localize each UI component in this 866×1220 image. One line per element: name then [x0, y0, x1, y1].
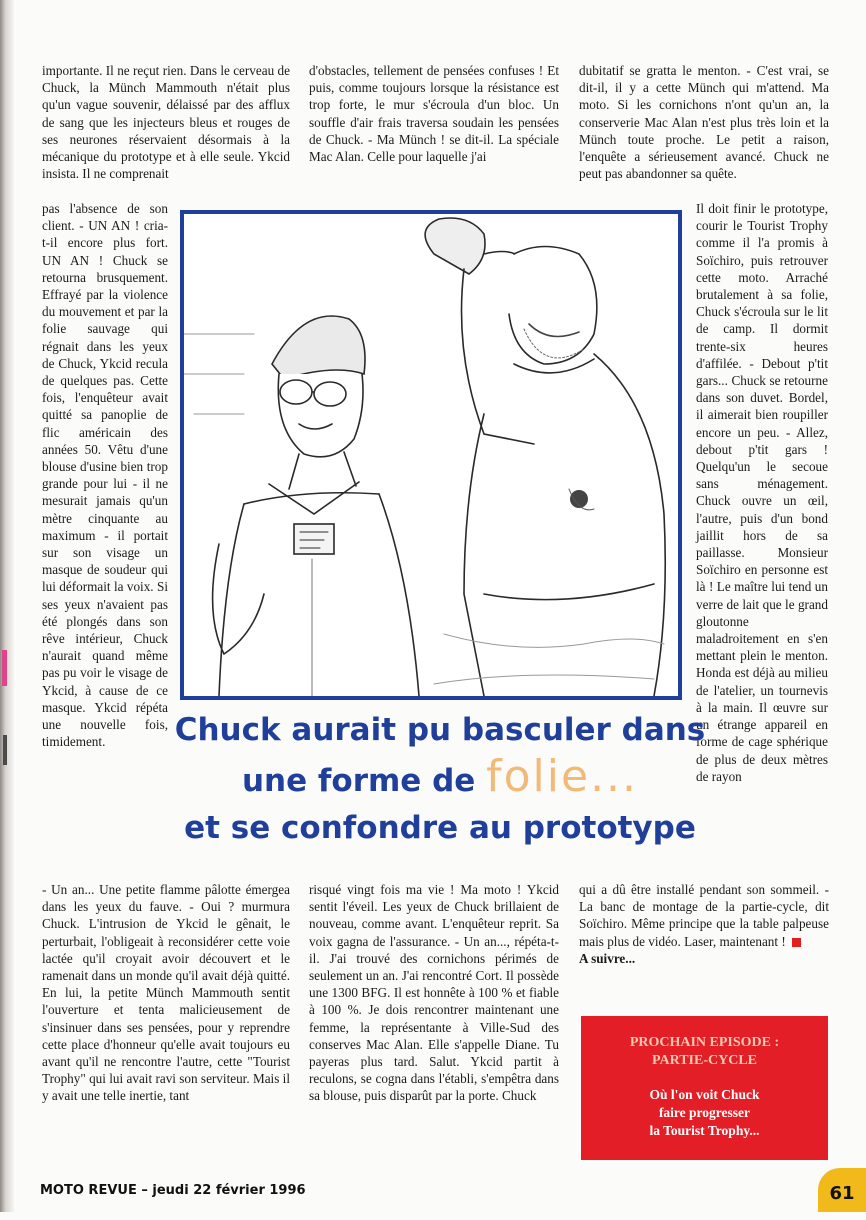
next-episode-heading-line: PARTIE-CYCLE	[651, 1053, 758, 1068]
paragraph: importante. Il ne reçut rien. Dans le cerveau de Chuck, la Münch Mammouth n'était plus qu'un vague souvenir, délaissé par des afflux de sang que les injecteurs bleus et rouges de ses neurones réservaient désormais à la mécanique du prototype et à elle seule. Ykcid insista. Il ne comprenait	[42, 63, 290, 182]
next-episode-body	[581, 1086, 828, 1140]
paragraph: - Un an... Une petite flamme pâlotte émergea dans les yeux du fauve. - Oui ? murmura Chuck. L'intrusion de Ykcid le gênait, le perturbait, l'obligeait à reconsidérer cette voie lactée qu'il croyait avoir découvert et le ramenait dans un monde qu'il avait déjà quitté. En lui, la petite Münch Mammouth sentit l'ouverture et tenta malicieusement de s'insinuer dans ses pensées, pour y reprendre cette place d'honneur qu'elle avait toujours eu avant qu'il ne rencontre l'autre, cette "Tourist Trophy" qui lui avait ravi son serviteur. Mais il y avait une telle inertie, tant	[42, 882, 290, 1104]
paragraph: dubitatif se gratta le menton. - C'est vrai, se dit-il, il y a cette Münch qui m'attend. Ma moto. Si les cornichons n'ont qu'un an, la conserverie Mac Alan n'est plus très loin et la Münch toute proche. Le petit a raison, l'enquête a sérieusement avancé. Chuck ne peut pas abandonner sa quête.	[579, 63, 829, 182]
paragraph	[579, 881, 829, 950]
column-1-top	[42, 62, 290, 182]
next-episode-body-line: la Tourist Trophy...	[649, 1123, 760, 1138]
paragraph-text: qui a dû être installé pendant son sommeil. - La banc de montage de la partie-cycle, dit Soïchiro. Même principe que la table palpeuse mais plus de vidéo. Laser, maintenant !	[579, 882, 829, 949]
column-1-bottom	[42, 881, 290, 1105]
column-3-side	[696, 200, 828, 785]
illustration	[180, 210, 682, 700]
next-episode-heading	[581, 1034, 828, 1070]
issue-date: – jeudi 22 février 1996	[141, 1183, 306, 1198]
page-footer	[40, 1183, 306, 1198]
column-2-top	[309, 62, 559, 165]
column-3-bottom	[579, 881, 829, 967]
to-be-continued: A suivre...	[579, 950, 636, 966]
magazine-name: MOTO REVUE	[40, 1183, 137, 1198]
page-number: 61	[818, 1168, 866, 1212]
illustration-drawing	[184, 214, 678, 696]
next-episode-body-line: faire progresser	[658, 1105, 751, 1120]
pull-quote	[160, 708, 720, 850]
edge-mark	[3, 735, 7, 765]
next-episode-body-line: Où l'on voit Chuck	[649, 1087, 760, 1102]
pull-quote-line-3: et se confondre au prototype	[184, 810, 696, 846]
pull-quote-line-2	[160, 752, 720, 806]
paragraph: pas l'absence de son client. - UN AN ! cria-t-il encore plus fort. UN AN ! Chuck se retourna brusquement. Effrayé par la violence du mouvement et par la folie sauvage qui régnait dans les yeux de Chuck, Ykcid recula de quelques pas. Cette fois, l'enquêteur avait quitté sa panoplie de flic américain des années 50. Vêtu d'une blouse d'usine bien trop grande pour lui - il ne mesurait jamais qu'un mètre cinquante au maximum - il portait sur son visage un masque de soudeur qui lui déformait la voix. Si ses yeux n'avaient pas été plongés dans son rêve intérieur, Chuck n'aurait quand même pas pu voir le visage de Ykcid, à cause de ce masque. Ykcid répéta une nouvelle fois, timidement.	[42, 201, 168, 750]
pull-quote-emphasis: folie...	[486, 751, 639, 802]
page-edge	[0, 0, 14, 1212]
pull-quote-line-2-text: une forme de	[241, 763, 476, 799]
end-mark-icon	[792, 938, 801, 947]
next-episode-heading-line: PROCHAIN EPISODE :	[629, 1035, 780, 1050]
column-2-bottom	[309, 881, 559, 1105]
next-episode-box	[581, 1016, 828, 1160]
paragraph: risqué vingt fois ma vie ! Ma moto ! Ykcid sentit l'éveil. Les yeux de Chuck brillaient de nouveau, comme avant. L'enquêteur reprit. Sa voix gagna de l'assurance. - Un an..., répéta-t-il. J'ai trouvé des cornichons périmés de seulement un an. J'ai rencontré Cort. Il possède une 1300 BFG. Il est honnête à 100 % et fiable à 100 %. Je dois rencontrer maintenant une femme, la représentante à Ville-Sud des conserves Mac Alan. Elle s'appelle Diane. Tu payeras plus tard. Salut. Ykcid partit à reculons, se cogna dans l'établi, s'empêtra dans sa blouse, puis disparût par la porte. Chuck	[309, 882, 559, 1104]
column-3-top	[579, 62, 829, 182]
paragraph: Il doit finir le prototype, courir le Tourist Trophy comme il l'a promis à Soïchiro, puis retrouver cette moto. Arraché brutalement à sa folie, Chuck s'écroula sur le lit de camp. Il dormit trente-six heures d'affilée. - Debout p'tit gars... Chuck se retourne dans son duvet. Bordel, il aimerait bien roupiller encore un peu. - Allez, debout p'tit gars ! Quelqu'un le secoue sans ménagement. Chuck ouvre un œil, l'autre, puis d'un bond jaillit hors de sa paillasse. Monsieur Soïchiro en personne est là ! Le maître lui tend un verre de lait que le grand gloutonne maladroitement en s'en mettant plein le menton. Honda est déjà au milieu de l'atelier, un tournevis à la main. Il œuvre sur un étrange appareil en forme de cage sphérique de plus de deux mètres de rayon	[696, 201, 828, 784]
edge-mark	[2, 650, 7, 686]
column-1-side	[42, 200, 168, 751]
paragraph: d'obstacles, tellement de pensées confuses ! Et puis, comme toujours lorsque la résistance est trop forte, le mur s'écroula d'un bloc. Un souffle d'air frais traversa soudain les pensées de Chuck. - Ma Münch ! se dit-il. La spéciale Mac Alan. Celle pour laquelle j'ai	[309, 63, 559, 165]
pull-quote-line-1: Chuck aurait pu basculer dans	[174, 712, 706, 748]
